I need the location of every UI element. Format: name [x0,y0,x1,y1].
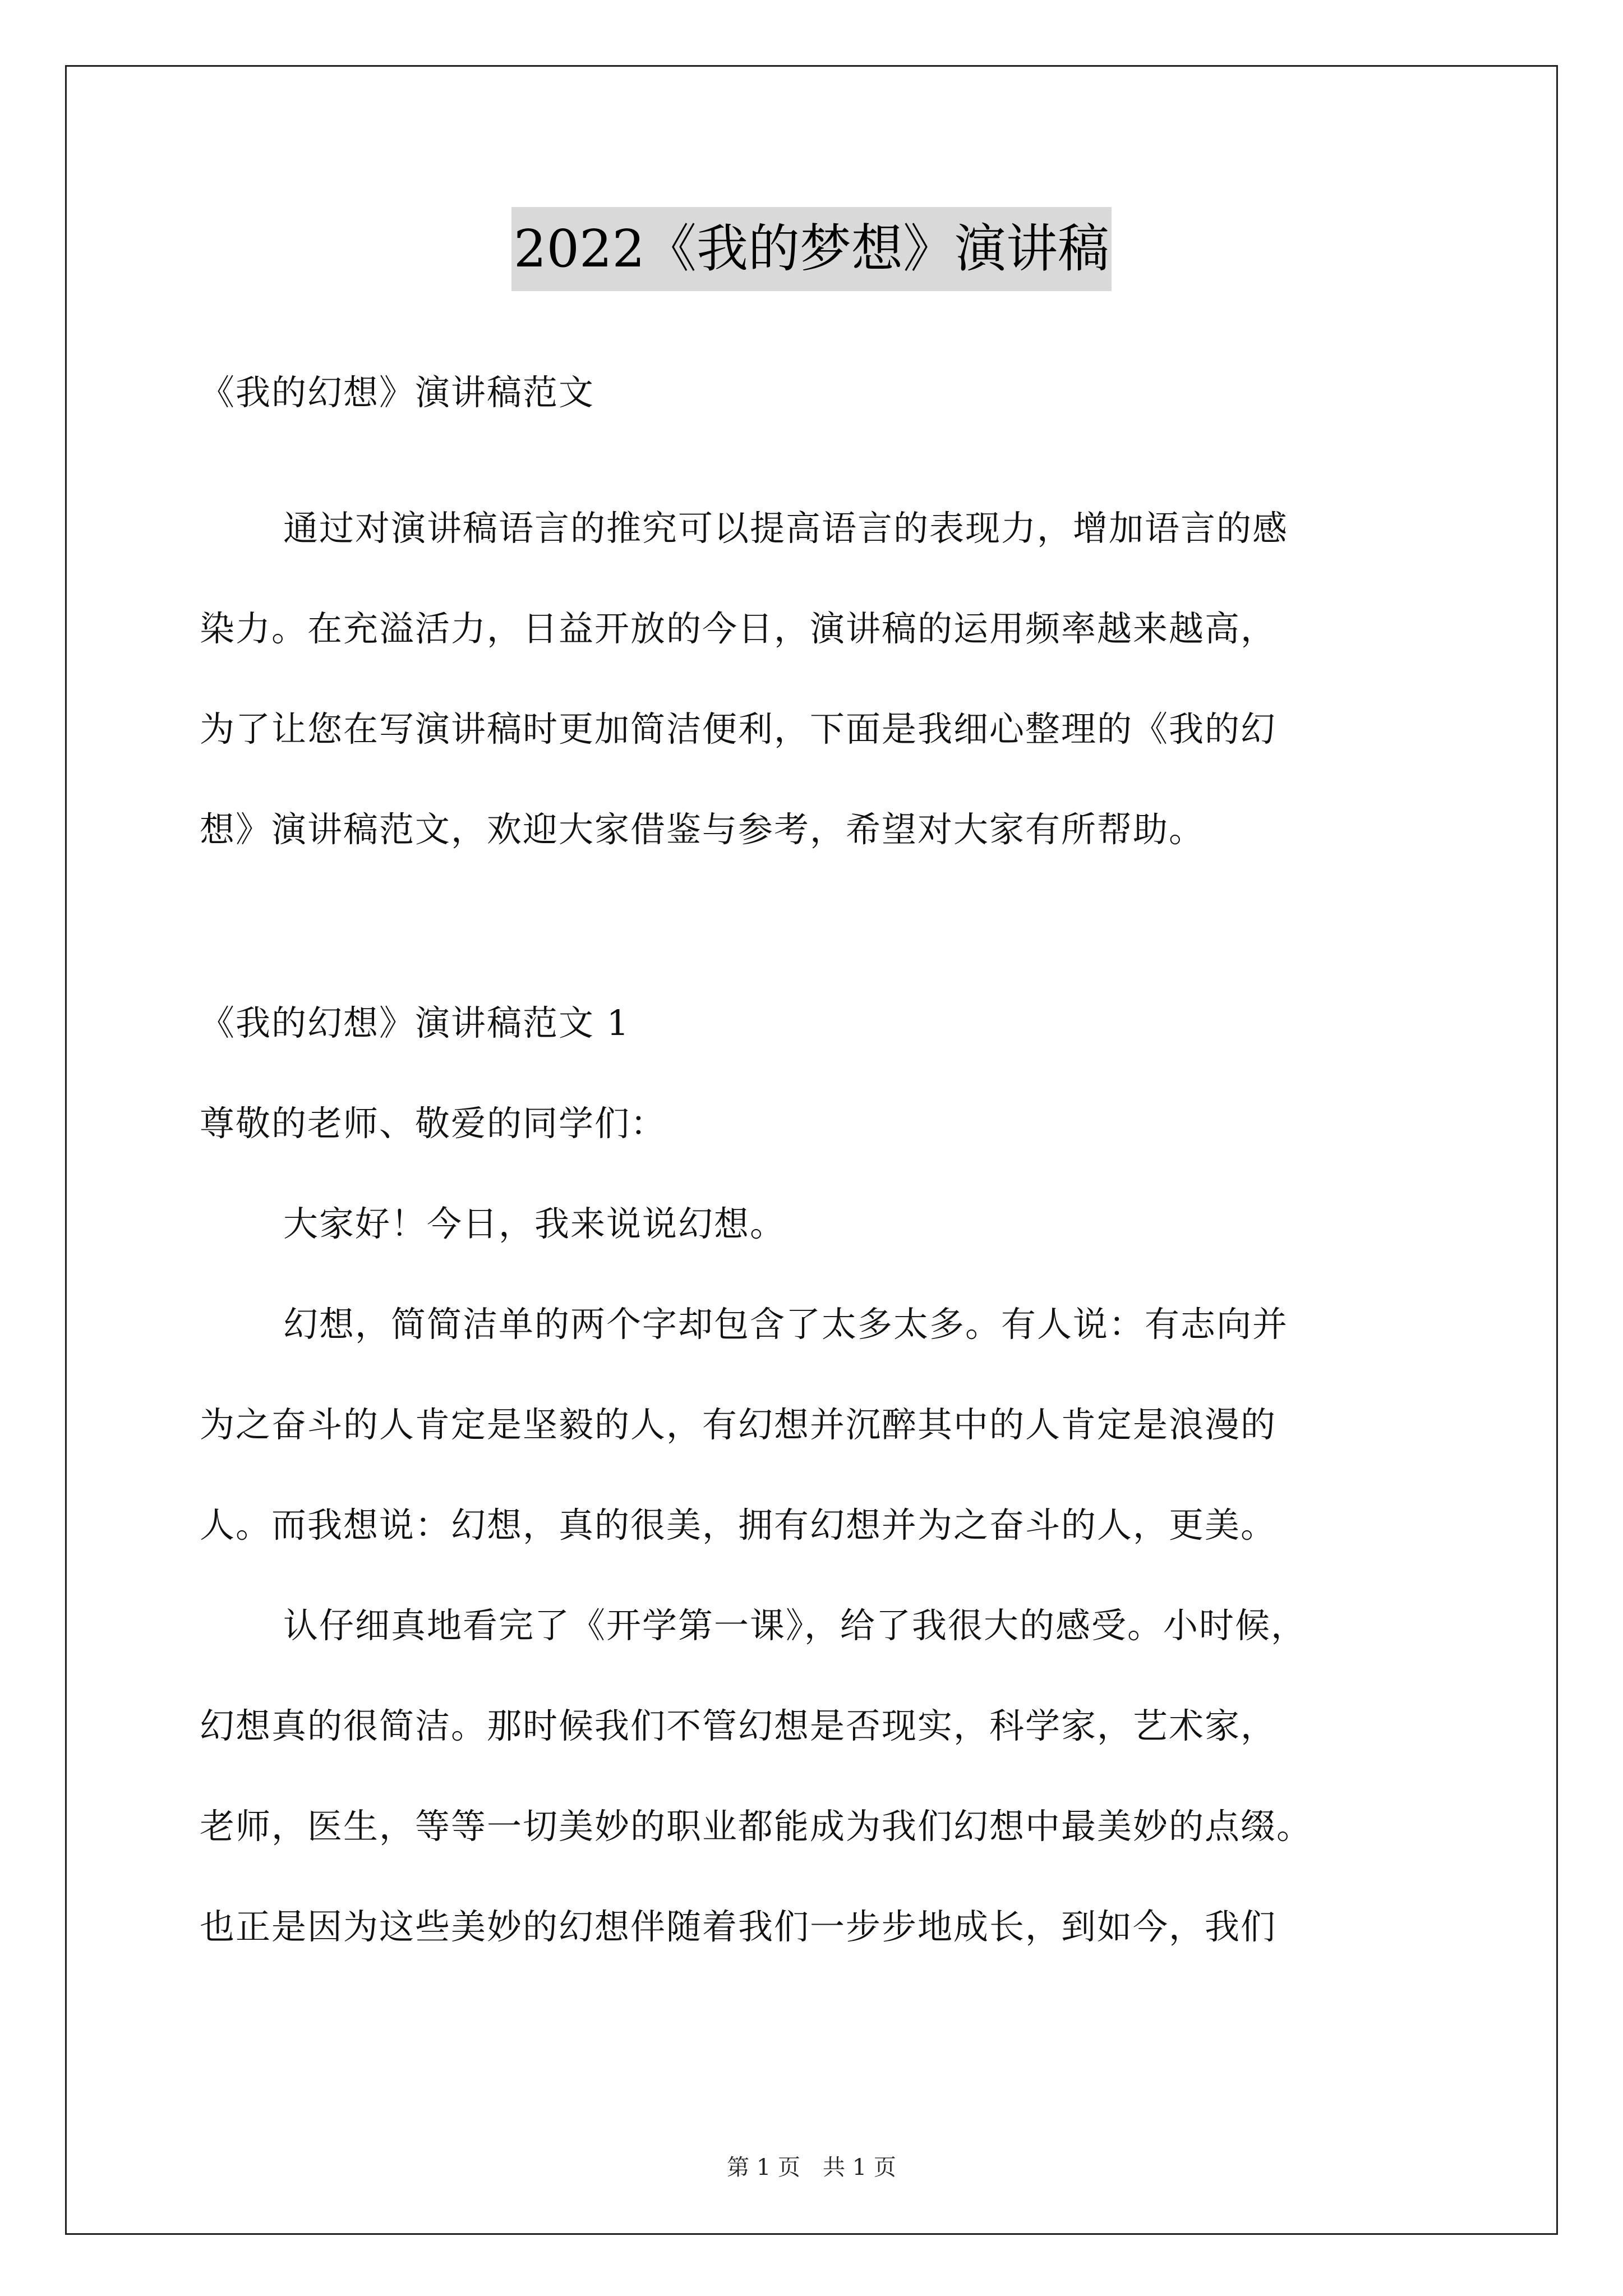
paragraph-line: 幻想真的很简洁。那时候我们不管幻想是否现实，科学家，艺术家， [200,1705,1277,1746]
paragraph-line: 也正是因为这些美妙的幻想伴随着我们一步步地成长，到如今，我们 [200,1906,1277,1947]
paragraph-line: 为了让您在写演讲稿时更加简洁便利，下面是我细心整理的《我的幻 [200,708,1277,749]
paragraph-line: 通过对演讲稿语言的推究可以提高语言的表现力，增加语言的感 [283,508,1289,549]
page-footer: 第 1 页 共 1 页 [727,2155,896,2180]
paragraph-line: 人。而我想说：幻想，真的很美，拥有幻想并为之奋斗的人，更美。 [200,1504,1277,1545]
paragraph-line: 大家好！今日，我来说说幻想。 [283,1203,786,1244]
paragraph-line: 为之奋斗的人肯定是坚毅的人，有幻想并沉醉其中的人肯定是浪漫的 [200,1404,1277,1445]
paragraph-line: 染力。在充溢活力，日益开放的今日，演讲稿的运用频率越来越高， [200,608,1277,649]
document-page [65,65,1558,2235]
title-wrap [67,207,1556,291]
page-title: 2022《我的梦想》演讲稿 [511,207,1112,291]
paragraph-line: 幻想，简简洁单的两个字却包含了太多太多。有人说：有志向并 [283,1304,1289,1345]
salutation-line: 尊敬的老师、敬爱的同学们： [200,1103,667,1144]
paragraph-line: 想》演讲稿范文，欢迎大家借鉴与参考，希望对大家有所帮助。 [200,809,1205,850]
section-heading: 《我的幻想》演讲稿范文 1 [200,1002,630,1043]
subtitle-line: 《我的幻想》演讲稿范文 [200,372,595,413]
paragraph-line: 认仔细真地看完了《开学第一课》，给了我很大的感受。小时候， [283,1605,1307,1646]
paragraph-line: 老师，医生，等等一切美妙的职业都能成为我们幻想中最美妙的点缀。 [200,1806,1313,1847]
